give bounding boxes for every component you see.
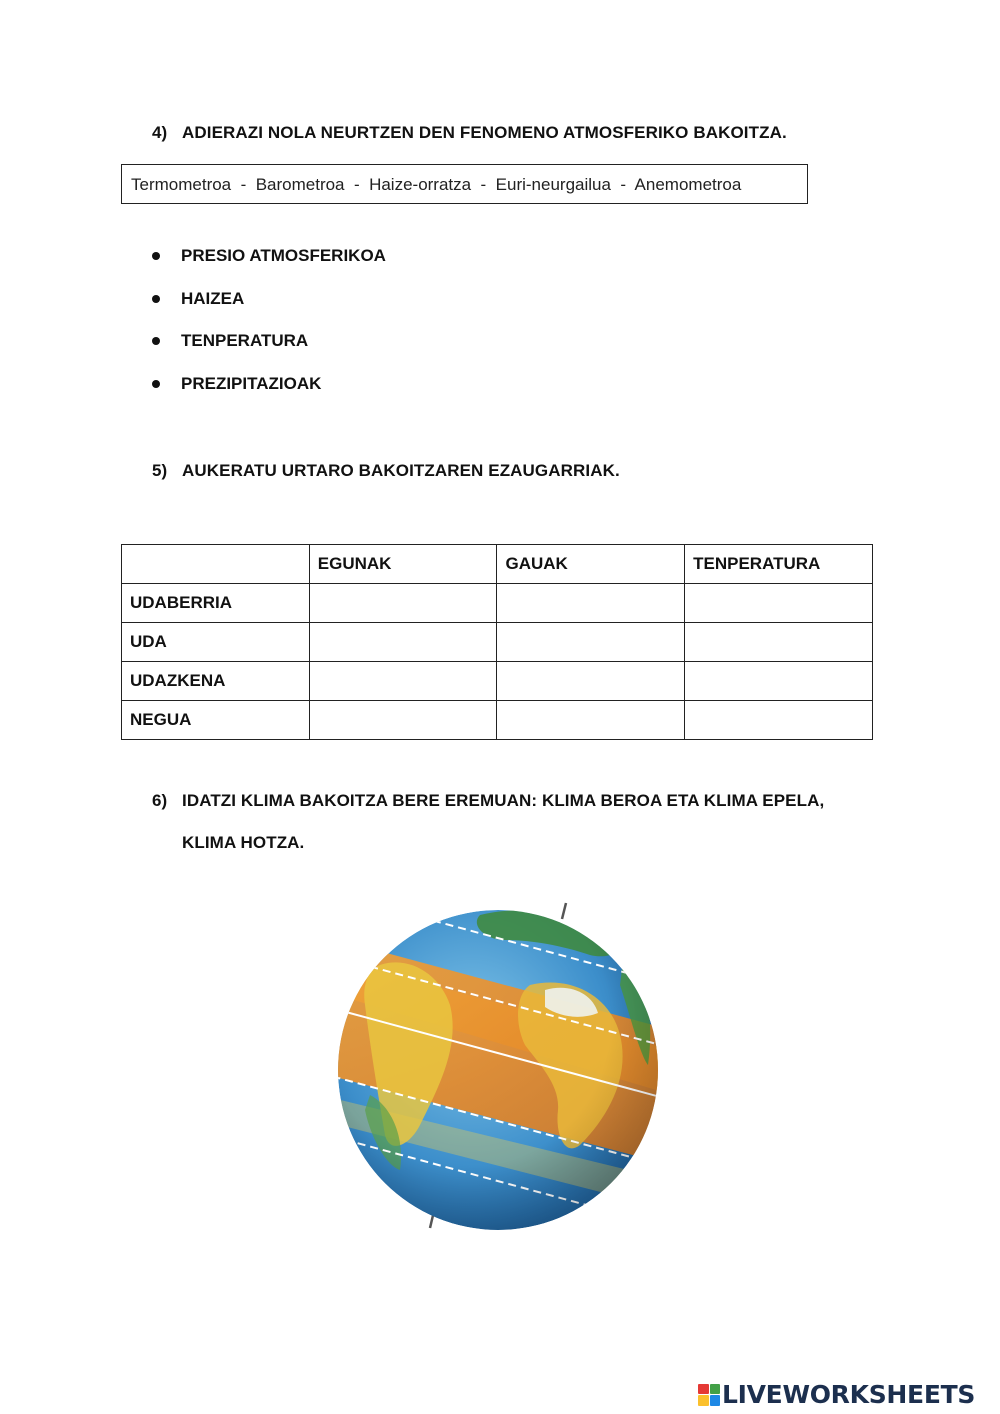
seasons-table	[121, 544, 873, 740]
answer-cell[interactable]	[685, 584, 873, 623]
list-item-label: PREZIPITAZIOAK	[181, 373, 322, 393]
logo-text: LIVEWORKSHEETS	[722, 1380, 976, 1409]
question-5-title	[152, 461, 620, 481]
question-text: AUKERATU URTARO BAKOITZAREN EZAUGARRIAK.	[182, 461, 620, 480]
table-header-cell: EGUNAK	[309, 545, 497, 584]
answer-cell[interactable]	[685, 623, 873, 662]
row-label: UDAZKENA	[122, 662, 310, 701]
answer-cell[interactable]	[497, 662, 685, 701]
axis-top	[562, 903, 566, 919]
table-header-row	[122, 545, 873, 584]
answer-cell[interactable]	[309, 701, 497, 740]
liveworksheets-logo	[698, 1380, 975, 1409]
row-label: NEGUA	[122, 701, 310, 740]
question-number: 5)	[152, 461, 168, 480]
answer-cell[interactable]	[685, 701, 873, 740]
question-6-title-line2: KLIMA HOTZA.	[182, 833, 305, 852]
question-number: 6)	[152, 791, 168, 810]
answer-cell[interactable]	[309, 623, 497, 662]
question-4-title	[152, 123, 787, 143]
table-row	[122, 623, 873, 662]
table-header-cell: GAUAK	[497, 545, 685, 584]
table-row	[122, 662, 873, 701]
question-number: 4)	[152, 123, 168, 142]
list-item-label: TENPERATURA	[181, 331, 309, 350]
answer-cell[interactable]	[497, 623, 685, 662]
word-bank-box	[121, 164, 808, 204]
list-item	[152, 289, 386, 332]
answer-cell[interactable]	[309, 584, 497, 623]
climate-zones-globe	[330, 895, 670, 1235]
question-text: ADIERAZI NOLA NEURTZEN DEN FENOMENO ATMOSFERIKO BAKOITZA.	[182, 123, 787, 142]
list-item-label: HAIZEA	[181, 288, 245, 308]
answer-cell[interactable]	[309, 662, 497, 701]
table-row	[122, 584, 873, 623]
word-bank-text: Termometroa - Barometroa - Haize-orratza - Euri-neurgailua - Anemometroa	[131, 175, 742, 194]
bullet-icon	[152, 380, 160, 388]
question-6-title	[152, 791, 824, 811]
table-row	[122, 701, 873, 740]
answer-cell[interactable]	[497, 701, 685, 740]
logo-icon	[698, 1384, 720, 1406]
globe-shading	[338, 910, 658, 1230]
list-item	[152, 331, 386, 374]
row-label: UDA	[122, 623, 310, 662]
list-item-label: PRESIO ATMOSFERIKOA	[181, 246, 386, 265]
table-header-cell	[122, 545, 310, 584]
list-item	[152, 246, 386, 289]
question-text: IDATZI KLIMA BAKOITZA BERE EREMUAN: KLIMA BEROA ETA KLIMA EPELA,	[182, 791, 825, 810]
bullet-icon	[152, 295, 160, 303]
answer-cell[interactable]	[685, 662, 873, 701]
list-item	[152, 374, 386, 417]
bullet-icon	[152, 252, 160, 260]
row-label: UDABERRIA	[122, 584, 310, 623]
phenomena-list	[152, 246, 386, 416]
table-header-cell: TENPERATURA	[685, 545, 873, 584]
bullet-icon	[152, 337, 160, 345]
answer-cell[interactable]	[497, 584, 685, 623]
